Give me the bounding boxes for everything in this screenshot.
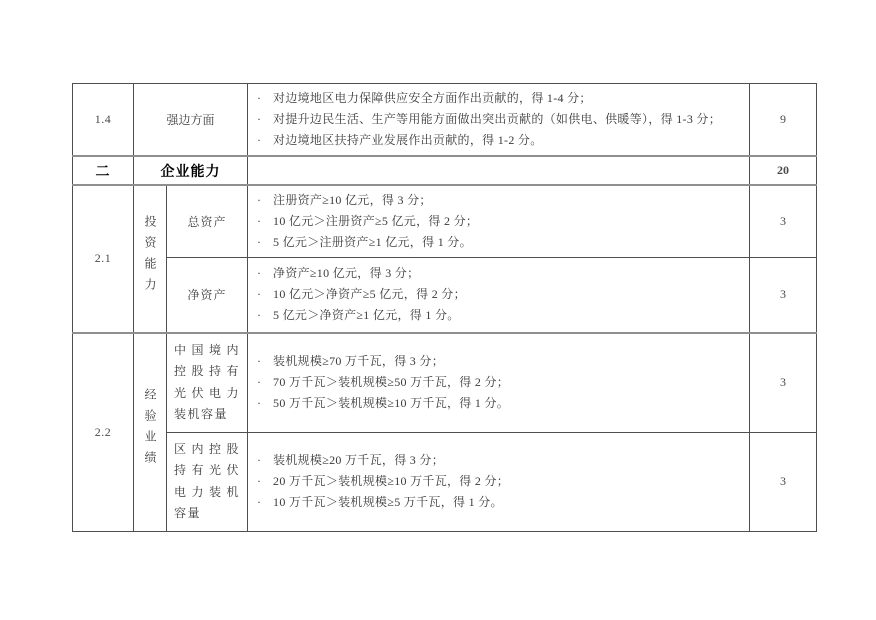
criteria-item <box>257 88 741 109</box>
criteria-text: 净资产≥10 亿元，得 3 分； <box>273 266 420 281</box>
table-row-2-2-china-capacity <box>73 333 817 433</box>
bullet-icon: · <box>257 354 262 368</box>
bullet-icon: · <box>257 375 262 389</box>
bullet-icon: · <box>257 287 262 302</box>
bullet-icon: · <box>257 308 262 323</box>
criteria-cell <box>248 333 750 433</box>
criteria-item <box>257 372 741 393</box>
criteria-text: 对边境地区电力保障供应安全方面作出贡献的，得 1-4 分； <box>273 91 592 105</box>
criteria-item <box>257 450 741 471</box>
bullet-icon: · <box>257 266 262 281</box>
row-number-cell: 2.1 <box>73 185 134 333</box>
score-cell: 3 <box>750 333 817 433</box>
table-row-2-1-net-assets <box>73 258 817 333</box>
criteria-item <box>257 471 741 492</box>
table-row-2-1-total-assets <box>73 185 817 258</box>
criteria-item <box>257 284 741 305</box>
criteria-cell <box>248 258 750 333</box>
sub-label-cell: 总资产 <box>167 185 248 258</box>
criteria-item <box>257 263 741 284</box>
criteria-text: 5 亿元＞注册资产≥1 亿元，得 1 分。 <box>273 235 472 249</box>
criteria-cell <box>248 432 750 531</box>
category-label-cell: 强边方面 <box>134 84 248 157</box>
bullet-icon: · <box>257 214 262 228</box>
row-number-cell: 2.2 <box>73 333 134 532</box>
criteria-item <box>257 109 741 130</box>
criteria-item <box>257 130 741 151</box>
bullet-icon: · <box>257 193 262 207</box>
criteria-item <box>257 232 741 253</box>
sub-label-cell: 净资产 <box>167 258 248 333</box>
bullet-icon: · <box>257 112 262 126</box>
bullet-icon: · <box>257 235 262 249</box>
section-title-cell: 企业能力 <box>134 156 248 185</box>
criteria-item <box>257 305 741 326</box>
group-vertical-label-cell <box>134 333 167 532</box>
criteria-text: 70 万千瓦＞装机规模≥50 万千瓦，得 2 分； <box>273 375 510 389</box>
criteria-text: 装机规模≥20 万千瓦，得 3 分； <box>273 453 445 467</box>
bullet-icon: · <box>257 474 262 488</box>
bullet-icon: · <box>257 91 262 105</box>
row-number-cell: 1.4 <box>73 84 134 157</box>
score-cell: 3 <box>750 432 817 531</box>
criteria-text: 装机规模≥70 万千瓦，得 3 分； <box>273 354 445 368</box>
criteria-text: 10 亿元＞注册资产≥5 亿元，得 2 分； <box>273 214 479 228</box>
table-row-1-4 <box>73 84 817 157</box>
group-vertical-label-cell <box>134 185 167 333</box>
criteria-item <box>257 190 741 211</box>
criteria-item <box>257 393 741 414</box>
scoring-criteria-table <box>72 83 817 532</box>
sub-label-cell: 中国境内控股持有光伏电力装机容量 <box>167 333 248 433</box>
bullet-icon: · <box>257 133 262 147</box>
criteria-item <box>257 492 741 513</box>
criteria-text: 20 万千瓦＞装机规模≥10 万千瓦，得 2 分； <box>273 474 510 488</box>
sub-label-cell: 区内控股持有光伏电力装机容量 <box>167 432 248 531</box>
vertical-label: 经验业绩 <box>143 388 157 472</box>
bullet-icon: · <box>257 396 262 410</box>
section-criteria-empty-cell <box>248 156 750 185</box>
table-row-section-2 <box>73 156 817 185</box>
criteria-cell <box>248 185 750 258</box>
criteria-text: 10 亿元＞净资产≥5 亿元，得 2 分； <box>273 287 466 302</box>
score-cell: 9 <box>750 84 817 157</box>
criteria-text: 10 万千瓦＞装机规模≥5 万千瓦，得 1 分。 <box>273 495 503 509</box>
criteria-item <box>257 211 741 232</box>
section-score-cell: 20 <box>750 156 817 185</box>
criteria-cell <box>248 84 750 157</box>
criteria-text: 5 亿元＞净资产≥1 亿元，得 1 分。 <box>273 308 460 323</box>
criteria-text: 对提升边民生活、生产等用能方面做出突出贡献的（如供电、供暖等），得 1-3 分； <box>273 112 722 126</box>
criteria-text: 注册资产≥10 亿元，得 3 分； <box>273 193 432 207</box>
score-cell: 3 <box>750 185 817 258</box>
score-cell: 3 <box>750 258 817 333</box>
criteria-text: 50 万千瓦＞装机规模≥10 万千瓦，得 1 分。 <box>273 396 510 410</box>
bullet-icon: · <box>257 495 262 509</box>
table-row-2-2-region-capacity <box>73 432 817 531</box>
section-number-cell: 二 <box>73 156 134 185</box>
criteria-text: 对边境地区扶持产业发展作出贡献的，得 1-2 分。 <box>273 133 543 147</box>
bullet-icon: · <box>257 453 262 467</box>
vertical-label: 投资能力 <box>143 214 157 299</box>
criteria-item <box>257 351 741 372</box>
